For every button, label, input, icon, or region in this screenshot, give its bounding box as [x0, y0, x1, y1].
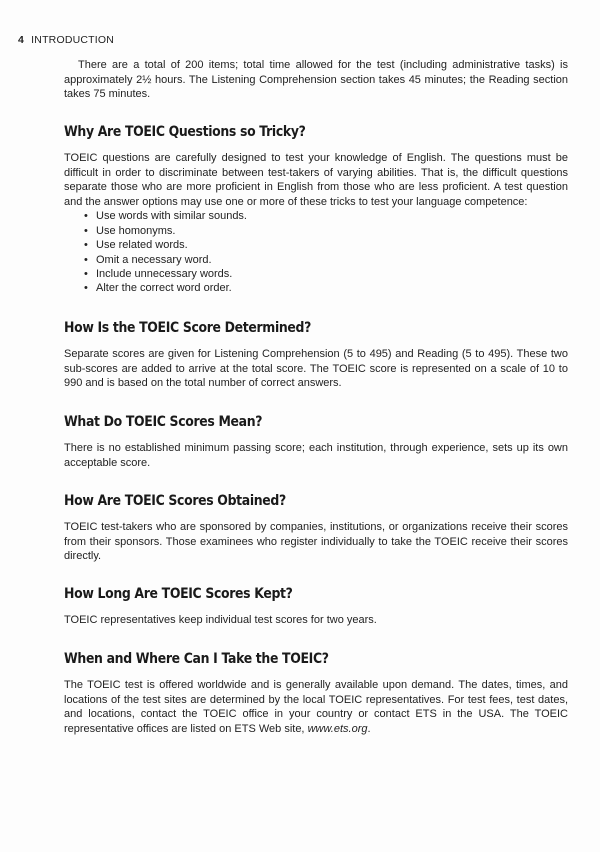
bullet-icon: • — [84, 282, 88, 295]
tricks-list — [64, 209, 568, 295]
section-paragraph: Separate scores are given for Listening Comprehension (5 to 495) and Reading (5 to 495). These two sub-scores are added to arrive at the total score. The TOEIC score is represented on a scale of 10 to 990 and is based on the total number of correct answers. — [64, 348, 568, 390]
bullet-icon: • — [84, 239, 88, 252]
page-number: 4 — [18, 34, 25, 46]
section-heading: How Long Are TOEIC Scores Kept? — [64, 586, 293, 602]
section-scores-kept — [64, 586, 568, 628]
section-heading: When and Where Can I Take the TOEIC? — [64, 651, 329, 667]
list-item: • Use related words. — [84, 239, 188, 252]
section-score-determined — [64, 320, 568, 391]
section-paragraph: The TOEIC test is offered worldwide and is generally available upon demand. The dates, times, and locations of the test sites are determined by the local TOEIC representatives. For test fees, test dates, and locations, contact the TOEIC office in your country or contact ETS in the USA. The TOEIC representative offices are listed on ETS Web site, www.ets.org. — [64, 679, 568, 735]
list-item: • Alter the correct word order. — [84, 282, 232, 295]
section-paragraph: TOEIC test-takers who are sponsored by companies, institutions, or organizations receive their scores from their sponsors. Those examinees who register individually to take the TOEIC receive their scores directly. — [64, 521, 568, 563]
bullet-icon: • — [84, 210, 88, 223]
bullet-icon: • — [84, 268, 88, 280]
section-heading: What Do TOEIC Scores Mean? — [64, 414, 263, 430]
section-paragraph: There is no established minimum passing score; each institution, through experience, sets up its own acceptable score. — [64, 442, 568, 469]
list-item: • Include unnecessary words. — [84, 268, 233, 280]
ets-website-link[interactable]: www.ets.org — [307, 722, 368, 735]
list-item: • Omit a necessary word. — [84, 253, 212, 266]
section-heading: How Are TOEIC Scores Obtained? — [64, 493, 286, 509]
section-scores-obtained — [64, 493, 568, 564]
section-when-where — [64, 651, 568, 736]
section-heading: How Is the TOEIC Score Determined? — [64, 320, 312, 336]
bullet-icon: • — [84, 253, 88, 266]
intro-section — [64, 58, 568, 102]
section-paragraph: TOEIC questions are carefully designed to test your knowledge of English. The questions must be difficult in order to discriminate between test-takers of varying abilities. That is, the difficult questions separate those who are more proficient in English from those who are less proficient. A test question and the answer options may use one or more of these tricks to test your language competence: — [64, 152, 568, 208]
section-scores-mean — [64, 414, 568, 470]
bullet-icon: • — [84, 224, 88, 237]
section-tricky — [64, 124, 568, 296]
list-item: • Use words with similar sounds. — [84, 210, 247, 223]
section-paragraph: TOEIC representatives keep individual test scores for two years. — [64, 614, 377, 626]
running-head — [18, 34, 114, 46]
section-heading: Why Are TOEIC Questions so Tricky? — [64, 124, 306, 140]
intro-paragraph: There are a total of 200 items; total time allowed for the test (including administrative tasks) is approximately 2½ hours. The Listening Comprehension section takes 45 minutes; the Reading section takes 75 minutes. — [64, 59, 568, 101]
list-item: • Use homonyms. — [84, 224, 176, 237]
running-head-title: INTRODUCTION — [31, 34, 115, 46]
